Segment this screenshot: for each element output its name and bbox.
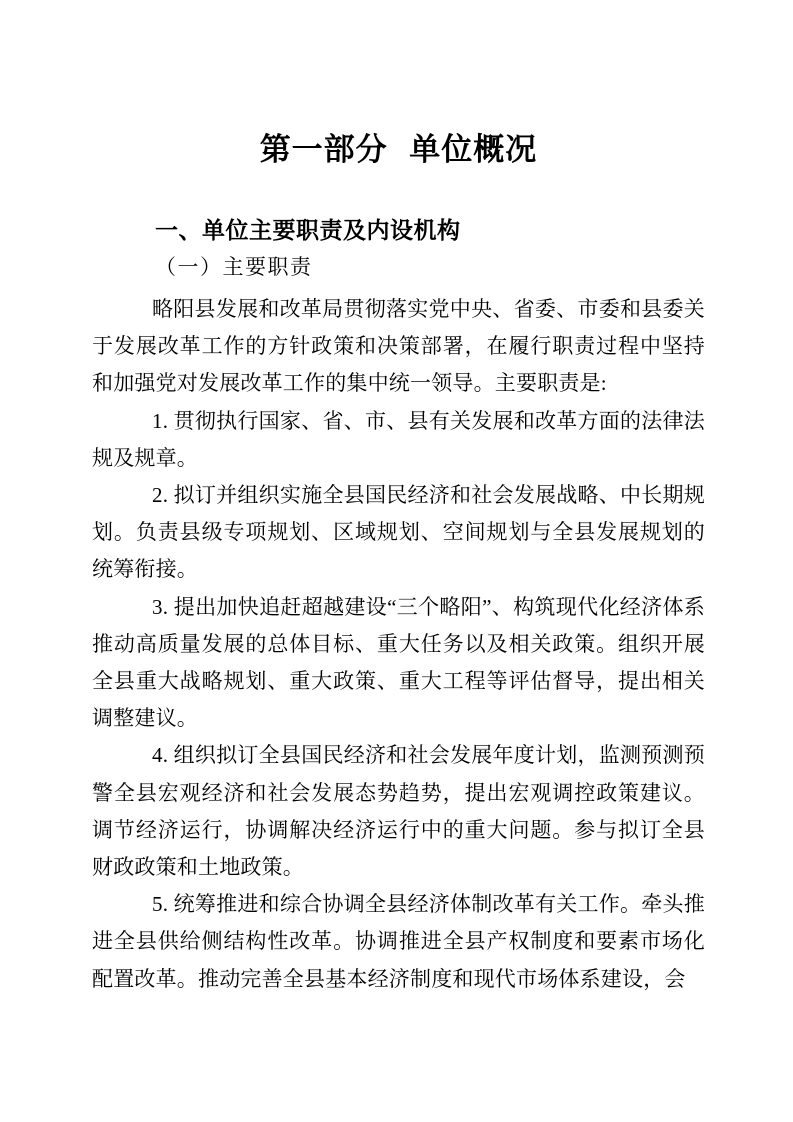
duty-paragraph-2: 2. 拟订并组织实施全县国民经济和社会发展战略、中长期规划。负责县级专项规划、区域规划、空间规划与全县发展规划的统筹衔接。 xyxy=(92,483,705,582)
duty-paragraph-5: 5. 统筹推进和综合协调全县经济体制改革有关工作。牵头推进全县供给侧结构性改革。协调推进全县产权制度和要素市场化配置改革。推动完善全县基本经济制度和现代市场体系建设，会 xyxy=(92,892,705,991)
section-heading: 一、单位主要职责及内设机构 xyxy=(155,217,461,243)
duty-paragraph-4: 4. 组织拟订全县国民经济和社会发展年度计划，监测预测预警全县宏观经济和社会发展态势趋势，提出宏观调控政策建议。调节经济运行，协调解决经济运行中的重大问题。参与拟订全县财政政策和土地政策。 xyxy=(92,743,705,880)
body-text xyxy=(92,291,705,998)
duty-paragraph-1: 1. 贯彻执行国家、省、市、县有关发展和改革方面的法律法规及规章。 xyxy=(92,408,705,470)
page-content xyxy=(92,0,705,998)
intro-paragraph: 略阳县发展和改革局贯彻落实党中央、省委、市委和县委关于发展改革工作的方针政策和决策部署，在履行职责过程中坚持和加强党对发展改革工作的集中统一领导。主要职责是: xyxy=(92,297,705,396)
duty-paragraph-3: 3. 提出加快追赶超越建设“三个略阳”、构筑现代化经济体系推动高质量发展的总体目标、重大任务以及相关政策。组织开展全县重大战略规划、重大政策、重大工程等评估督导，提出相关调整建议。 xyxy=(92,594,705,731)
subsection-heading: （一）主要职责 xyxy=(155,255,313,279)
page-title: 第一部分 单位概况 xyxy=(259,132,538,167)
